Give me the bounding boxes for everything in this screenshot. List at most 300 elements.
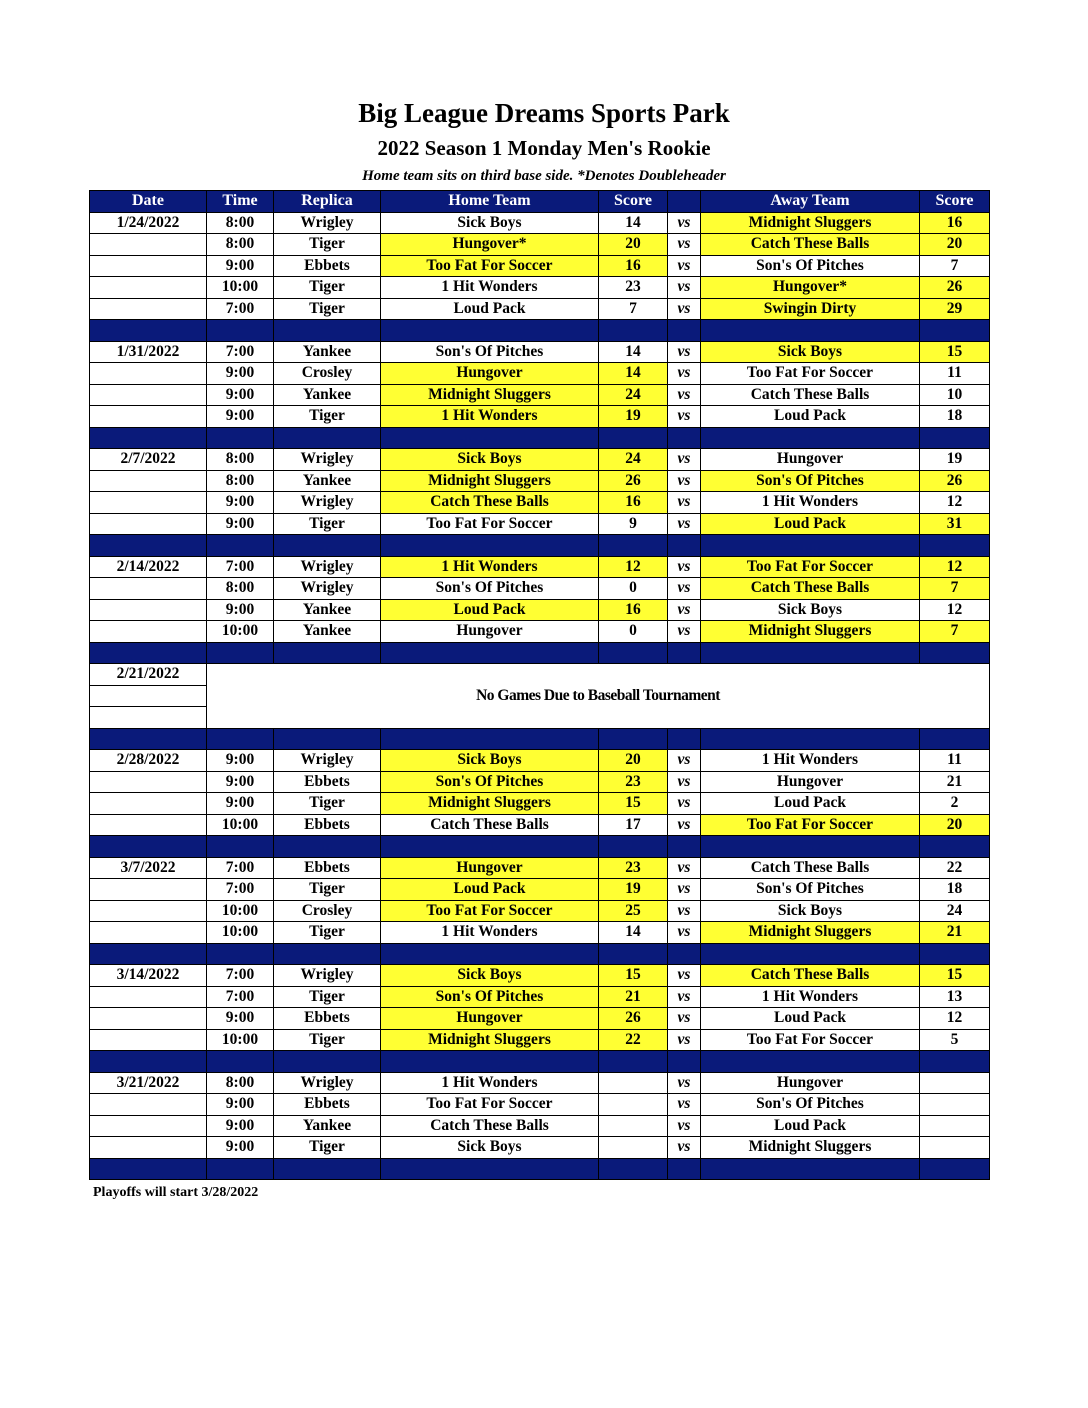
home-score-cell: 22 xyxy=(599,1029,668,1051)
game-row xyxy=(90,255,990,277)
separator-cell xyxy=(207,642,274,664)
vs-cell: vs xyxy=(668,341,701,363)
separator-cell xyxy=(381,1051,599,1073)
replica-cell: Wrigley xyxy=(274,1072,381,1094)
game-row xyxy=(90,556,990,578)
away-team-cell: Son's Of Pitches xyxy=(701,470,920,492)
replica-cell: Tiger xyxy=(274,879,381,901)
date-cell xyxy=(90,685,207,707)
vs-cell: vs xyxy=(668,513,701,535)
schedule-body xyxy=(90,212,990,1180)
home-team-cell: Too Fat For Soccer xyxy=(381,900,599,922)
away-score-cell: 13 xyxy=(920,986,990,1008)
separator-row xyxy=(90,642,990,664)
header-row xyxy=(90,191,990,213)
away-team-cell: Hungover xyxy=(701,1072,920,1094)
away-score-cell: 26 xyxy=(920,470,990,492)
away-score-cell: 29 xyxy=(920,298,990,320)
date-cell xyxy=(90,384,207,406)
home-score-cell xyxy=(599,1094,668,1116)
home-team-cell: Catch These Balls xyxy=(381,1115,599,1137)
away-team-cell: Midnight Sluggers xyxy=(701,621,920,643)
time-cell: 8:00 xyxy=(207,234,274,256)
away-score-cell: 7 xyxy=(920,621,990,643)
replica-cell: Wrigley xyxy=(274,578,381,600)
date-cell xyxy=(90,234,207,256)
home-score-cell: 14 xyxy=(599,341,668,363)
date-cell: 2/21/2022 xyxy=(90,664,207,686)
away-team-cell: 1 Hit Wonders xyxy=(701,986,920,1008)
time-cell: 7:00 xyxy=(207,298,274,320)
replica-cell: Wrigley xyxy=(274,449,381,471)
separator-cell xyxy=(90,320,207,342)
time-cell: 10:00 xyxy=(207,621,274,643)
home-team-cell: Hungover xyxy=(381,621,599,643)
separator-row xyxy=(90,943,990,965)
game-row xyxy=(90,234,990,256)
vs-cell: vs xyxy=(668,1137,701,1159)
separator-cell xyxy=(381,1158,599,1180)
vs-cell: vs xyxy=(668,234,701,256)
separator-cell xyxy=(701,427,920,449)
playoffs-note: Playoffs will start 3/28/2022 xyxy=(93,1185,259,1200)
separator-cell xyxy=(599,728,668,750)
home-score-cell: 16 xyxy=(599,492,668,514)
game-row xyxy=(90,1137,990,1159)
away-score-cell xyxy=(920,1137,990,1159)
vs-cell: vs xyxy=(668,1094,701,1116)
separator-cell xyxy=(701,320,920,342)
away-score-cell: 21 xyxy=(920,771,990,793)
replica-cell: Tiger xyxy=(274,234,381,256)
time-cell: 8:00 xyxy=(207,1072,274,1094)
separator-cell xyxy=(668,642,701,664)
vs-cell: vs xyxy=(668,621,701,643)
header-replica: Replica xyxy=(274,191,381,213)
separator-row xyxy=(90,728,990,750)
replica-cell: Wrigley xyxy=(274,212,381,234)
separator-cell xyxy=(90,1051,207,1073)
separator-cell xyxy=(207,1158,274,1180)
home-team-cell: Loud Pack xyxy=(381,879,599,901)
replica-cell: Tiger xyxy=(274,277,381,299)
game-row xyxy=(90,1008,990,1030)
separator-cell xyxy=(274,836,381,858)
home-score-cell: 0 xyxy=(599,578,668,600)
time-cell: 9:00 xyxy=(207,1137,274,1159)
no-games-row xyxy=(90,664,990,686)
home-team-cell: Loud Pack xyxy=(381,298,599,320)
separator-cell xyxy=(274,728,381,750)
separator-cell xyxy=(274,1051,381,1073)
date-cell xyxy=(90,578,207,600)
separator-cell xyxy=(381,535,599,557)
header-vs xyxy=(668,191,701,213)
away-score-cell: 22 xyxy=(920,857,990,879)
time-cell: 7:00 xyxy=(207,341,274,363)
time-cell: 9:00 xyxy=(207,793,274,815)
separator-cell xyxy=(599,535,668,557)
game-row xyxy=(90,578,990,600)
away-score-cell: 10 xyxy=(920,384,990,406)
home-team-cell: Too Fat For Soccer xyxy=(381,1094,599,1116)
separator-cell xyxy=(90,728,207,750)
away-team-cell: Hungover xyxy=(701,449,920,471)
separator-cell xyxy=(701,943,920,965)
away-team-cell: 1 Hit Wonders xyxy=(701,492,920,514)
date-cell xyxy=(90,621,207,643)
separator-cell xyxy=(668,1158,701,1180)
away-team-cell: Midnight Sluggers xyxy=(701,922,920,944)
date-cell xyxy=(90,814,207,836)
date-cell xyxy=(90,1115,207,1137)
separator-cell xyxy=(599,1158,668,1180)
replica-cell: Yankee xyxy=(274,470,381,492)
separator-cell xyxy=(381,728,599,750)
separator-cell xyxy=(920,427,990,449)
time-cell: 9:00 xyxy=(207,406,274,428)
time-cell: 7:00 xyxy=(207,965,274,987)
replica-cell: Crosley xyxy=(274,363,381,385)
time-cell: 9:00 xyxy=(207,750,274,772)
home-score-cell: 20 xyxy=(599,750,668,772)
away-score-cell: 20 xyxy=(920,234,990,256)
home-score-cell: 15 xyxy=(599,965,668,987)
separator-cell xyxy=(381,642,599,664)
home-team-cell: Son's Of Pitches xyxy=(381,986,599,1008)
time-cell: 9:00 xyxy=(207,599,274,621)
vs-cell: vs xyxy=(668,900,701,922)
date-cell: 3/7/2022 xyxy=(90,857,207,879)
separator-cell xyxy=(668,535,701,557)
replica-cell: Yankee xyxy=(274,621,381,643)
home-score-cell: 14 xyxy=(599,922,668,944)
home-team-cell: 1 Hit Wonders xyxy=(381,1072,599,1094)
separator-row xyxy=(90,1158,990,1180)
separator-cell xyxy=(701,1051,920,1073)
vs-cell: vs xyxy=(668,857,701,879)
vs-cell: vs xyxy=(668,1008,701,1030)
replica-cell: Crosley xyxy=(274,900,381,922)
separator-cell xyxy=(668,836,701,858)
away-score-cell: 12 xyxy=(920,492,990,514)
home-team-cell: Sick Boys xyxy=(381,1137,599,1159)
away-score-cell: 7 xyxy=(920,578,990,600)
home-team-cell: Hungover xyxy=(381,1008,599,1030)
game-row xyxy=(90,363,990,385)
replica-cell: Tiger xyxy=(274,513,381,535)
separator-cell xyxy=(668,320,701,342)
vs-cell: vs xyxy=(668,771,701,793)
date-cell xyxy=(90,277,207,299)
away-team-cell: Loud Pack xyxy=(701,793,920,815)
game-row xyxy=(90,341,990,363)
home-score-cell: 25 xyxy=(599,900,668,922)
vs-cell: vs xyxy=(668,492,701,514)
time-cell: 8:00 xyxy=(207,212,274,234)
separator-row xyxy=(90,320,990,342)
game-row xyxy=(90,900,990,922)
home-team-cell: Son's Of Pitches xyxy=(381,341,599,363)
home-team-cell: 1 Hit Wonders xyxy=(381,277,599,299)
home-score-cell: 23 xyxy=(599,857,668,879)
separator-cell xyxy=(701,1158,920,1180)
game-row xyxy=(90,857,990,879)
date-cell xyxy=(90,363,207,385)
away-score-cell: 12 xyxy=(920,599,990,621)
game-row xyxy=(90,298,990,320)
date-cell xyxy=(90,470,207,492)
separator-cell xyxy=(920,943,990,965)
separator-cell xyxy=(381,320,599,342)
game-row xyxy=(90,277,990,299)
date-cell: 1/24/2022 xyxy=(90,212,207,234)
away-score-cell: 15 xyxy=(920,965,990,987)
header-date: Date xyxy=(90,191,207,213)
schedule-table xyxy=(89,190,990,1180)
time-cell: 8:00 xyxy=(207,470,274,492)
vs-cell: vs xyxy=(668,879,701,901)
date-cell xyxy=(90,879,207,901)
vs-cell: vs xyxy=(668,1029,701,1051)
time-cell: 10:00 xyxy=(207,814,274,836)
replica-cell: Ebbets xyxy=(274,1094,381,1116)
replica-cell: Tiger xyxy=(274,922,381,944)
vs-cell: vs xyxy=(668,470,701,492)
vs-cell: vs xyxy=(668,298,701,320)
away-score-cell: 12 xyxy=(920,556,990,578)
home-score-cell: 23 xyxy=(599,277,668,299)
away-team-cell: Catch These Balls xyxy=(701,857,920,879)
game-row xyxy=(90,599,990,621)
game-row xyxy=(90,1094,990,1116)
game-row xyxy=(90,771,990,793)
vs-cell: vs xyxy=(668,922,701,944)
away-team-cell: 1 Hit Wonders xyxy=(701,750,920,772)
separator-cell xyxy=(701,642,920,664)
home-score-cell xyxy=(599,1115,668,1137)
date-cell: 3/14/2022 xyxy=(90,965,207,987)
separator-cell xyxy=(701,728,920,750)
separator-cell xyxy=(920,1051,990,1073)
home-team-cell: Too Fat For Soccer xyxy=(381,513,599,535)
home-score-cell: 14 xyxy=(599,212,668,234)
home-score-cell: 17 xyxy=(599,814,668,836)
away-team-cell: Loud Pack xyxy=(701,406,920,428)
date-cell xyxy=(90,1137,207,1159)
away-team-cell: Swingin Dirty xyxy=(701,298,920,320)
away-score-cell xyxy=(920,1115,990,1137)
separator-cell xyxy=(207,728,274,750)
vs-cell: vs xyxy=(668,449,701,471)
vs-cell: vs xyxy=(668,986,701,1008)
away-score-cell: 7 xyxy=(920,255,990,277)
vs-cell: vs xyxy=(668,578,701,600)
date-cell xyxy=(90,1008,207,1030)
separator-cell xyxy=(90,943,207,965)
separator-cell xyxy=(599,1051,668,1073)
replica-cell: Yankee xyxy=(274,384,381,406)
date-cell xyxy=(90,1094,207,1116)
away-team-cell: Too Fat For Soccer xyxy=(701,814,920,836)
away-score-cell: 16 xyxy=(920,212,990,234)
date-cell: 2/7/2022 xyxy=(90,449,207,471)
home-team-cell: Loud Pack xyxy=(381,599,599,621)
home-team-cell: Catch These Balls xyxy=(381,814,599,836)
away-score-cell xyxy=(920,1094,990,1116)
date-cell xyxy=(90,771,207,793)
replica-cell: Ebbets xyxy=(274,771,381,793)
home-score-cell: 19 xyxy=(599,406,668,428)
time-cell: 7:00 xyxy=(207,857,274,879)
time-cell: 7:00 xyxy=(207,879,274,901)
game-row xyxy=(90,1072,990,1094)
away-team-cell: Catch These Balls xyxy=(701,965,920,987)
date-cell xyxy=(90,1029,207,1051)
game-row xyxy=(90,406,990,428)
separator-cell xyxy=(207,320,274,342)
replica-cell: Tiger xyxy=(274,1137,381,1159)
separator-cell xyxy=(668,728,701,750)
separator-cell xyxy=(90,642,207,664)
replica-cell: Tiger xyxy=(274,793,381,815)
home-score-cell: 19 xyxy=(599,879,668,901)
separator-cell xyxy=(920,836,990,858)
game-row xyxy=(90,621,990,643)
time-cell: 9:00 xyxy=(207,771,274,793)
replica-cell: Ebbets xyxy=(274,255,381,277)
away-score-cell: 26 xyxy=(920,277,990,299)
home-team-cell: 1 Hit Wonders xyxy=(381,556,599,578)
home-score-cell: 0 xyxy=(599,621,668,643)
home-score-cell: 26 xyxy=(599,470,668,492)
home-score-cell: 24 xyxy=(599,384,668,406)
home-team-cell: 1 Hit Wonders xyxy=(381,922,599,944)
time-cell: 10:00 xyxy=(207,1029,274,1051)
date-cell xyxy=(90,986,207,1008)
game-row xyxy=(90,750,990,772)
home-score-cell: 12 xyxy=(599,556,668,578)
header-away-team: Away Team xyxy=(701,191,920,213)
separator-cell xyxy=(207,535,274,557)
separator-cell xyxy=(90,1158,207,1180)
away-team-cell: Sick Boys xyxy=(701,599,920,621)
date-cell xyxy=(90,513,207,535)
separator-cell xyxy=(701,836,920,858)
separator-cell xyxy=(274,427,381,449)
home-score-cell: 26 xyxy=(599,1008,668,1030)
replica-cell: Wrigley xyxy=(274,965,381,987)
away-score-cell xyxy=(920,1072,990,1094)
time-cell: 10:00 xyxy=(207,277,274,299)
game-row xyxy=(90,513,990,535)
separator-cell xyxy=(207,836,274,858)
header-home-score: Score xyxy=(599,191,668,213)
separator-cell xyxy=(90,836,207,858)
replica-cell: Ebbets xyxy=(274,814,381,836)
schedule-note: Home team sits on third base side. *Denotes Doubleheader xyxy=(362,168,726,184)
date-cell xyxy=(90,255,207,277)
separator-cell xyxy=(599,427,668,449)
home-score-cell: 20 xyxy=(599,234,668,256)
time-cell: 7:00 xyxy=(207,986,274,1008)
time-cell: 9:00 xyxy=(207,363,274,385)
home-score-cell: 16 xyxy=(599,599,668,621)
separator-cell xyxy=(381,943,599,965)
time-cell: 7:00 xyxy=(207,556,274,578)
away-score-cell: 2 xyxy=(920,793,990,815)
separator-cell xyxy=(599,320,668,342)
away-score-cell: 18 xyxy=(920,879,990,901)
away-score-cell: 11 xyxy=(920,750,990,772)
date-cell xyxy=(90,492,207,514)
away-team-cell: Loud Pack xyxy=(701,1008,920,1030)
separator-cell xyxy=(274,320,381,342)
vs-cell: vs xyxy=(668,277,701,299)
separator-cell xyxy=(274,642,381,664)
home-team-cell: Too Fat For Soccer xyxy=(381,255,599,277)
away-team-cell: Loud Pack xyxy=(701,513,920,535)
home-team-cell: Hungover* xyxy=(381,234,599,256)
home-team-cell: Midnight Sluggers xyxy=(381,470,599,492)
separator-cell xyxy=(381,836,599,858)
away-team-cell: Too Fat For Soccer xyxy=(701,363,920,385)
header-time: Time xyxy=(207,191,274,213)
home-score-cell: 15 xyxy=(599,793,668,815)
away-team-cell: Hungover* xyxy=(701,277,920,299)
away-score-cell: 18 xyxy=(920,406,990,428)
game-row xyxy=(90,1029,990,1051)
time-cell: 9:00 xyxy=(207,1094,274,1116)
date-cell: 1/31/2022 xyxy=(90,341,207,363)
page-title: Big League Dreams Sports Park xyxy=(358,98,730,128)
separator-cell xyxy=(701,535,920,557)
home-score-cell: 24 xyxy=(599,449,668,471)
date-cell xyxy=(90,298,207,320)
home-score-cell: 9 xyxy=(599,513,668,535)
vs-cell: vs xyxy=(668,384,701,406)
time-cell: 9:00 xyxy=(207,1008,274,1030)
vs-cell: vs xyxy=(668,599,701,621)
away-score-cell: 20 xyxy=(920,814,990,836)
away-team-cell: Catch These Balls xyxy=(701,234,920,256)
home-team-cell: Hungover xyxy=(381,363,599,385)
replica-cell: Wrigley xyxy=(274,492,381,514)
home-score-cell xyxy=(599,1137,668,1159)
game-row xyxy=(90,922,990,944)
game-row xyxy=(90,879,990,901)
time-cell: 8:00 xyxy=(207,578,274,600)
date-cell: 2/14/2022 xyxy=(90,556,207,578)
home-score-cell: 7 xyxy=(599,298,668,320)
date-cell xyxy=(90,406,207,428)
separator-cell xyxy=(668,427,701,449)
home-team-cell: Sick Boys xyxy=(381,965,599,987)
header-away-score: Score xyxy=(920,191,990,213)
vs-cell: vs xyxy=(668,1115,701,1137)
separator-cell xyxy=(90,427,207,449)
away-team-cell: Loud Pack xyxy=(701,1115,920,1137)
date-cell xyxy=(90,922,207,944)
home-team-cell: Sick Boys xyxy=(381,212,599,234)
home-score-cell: 23 xyxy=(599,771,668,793)
vs-cell: vs xyxy=(668,814,701,836)
date-cell: 3/21/2022 xyxy=(90,1072,207,1094)
separator-cell xyxy=(668,943,701,965)
home-team-cell: Hungover xyxy=(381,857,599,879)
time-cell: 9:00 xyxy=(207,255,274,277)
home-score-cell xyxy=(599,1072,668,1094)
